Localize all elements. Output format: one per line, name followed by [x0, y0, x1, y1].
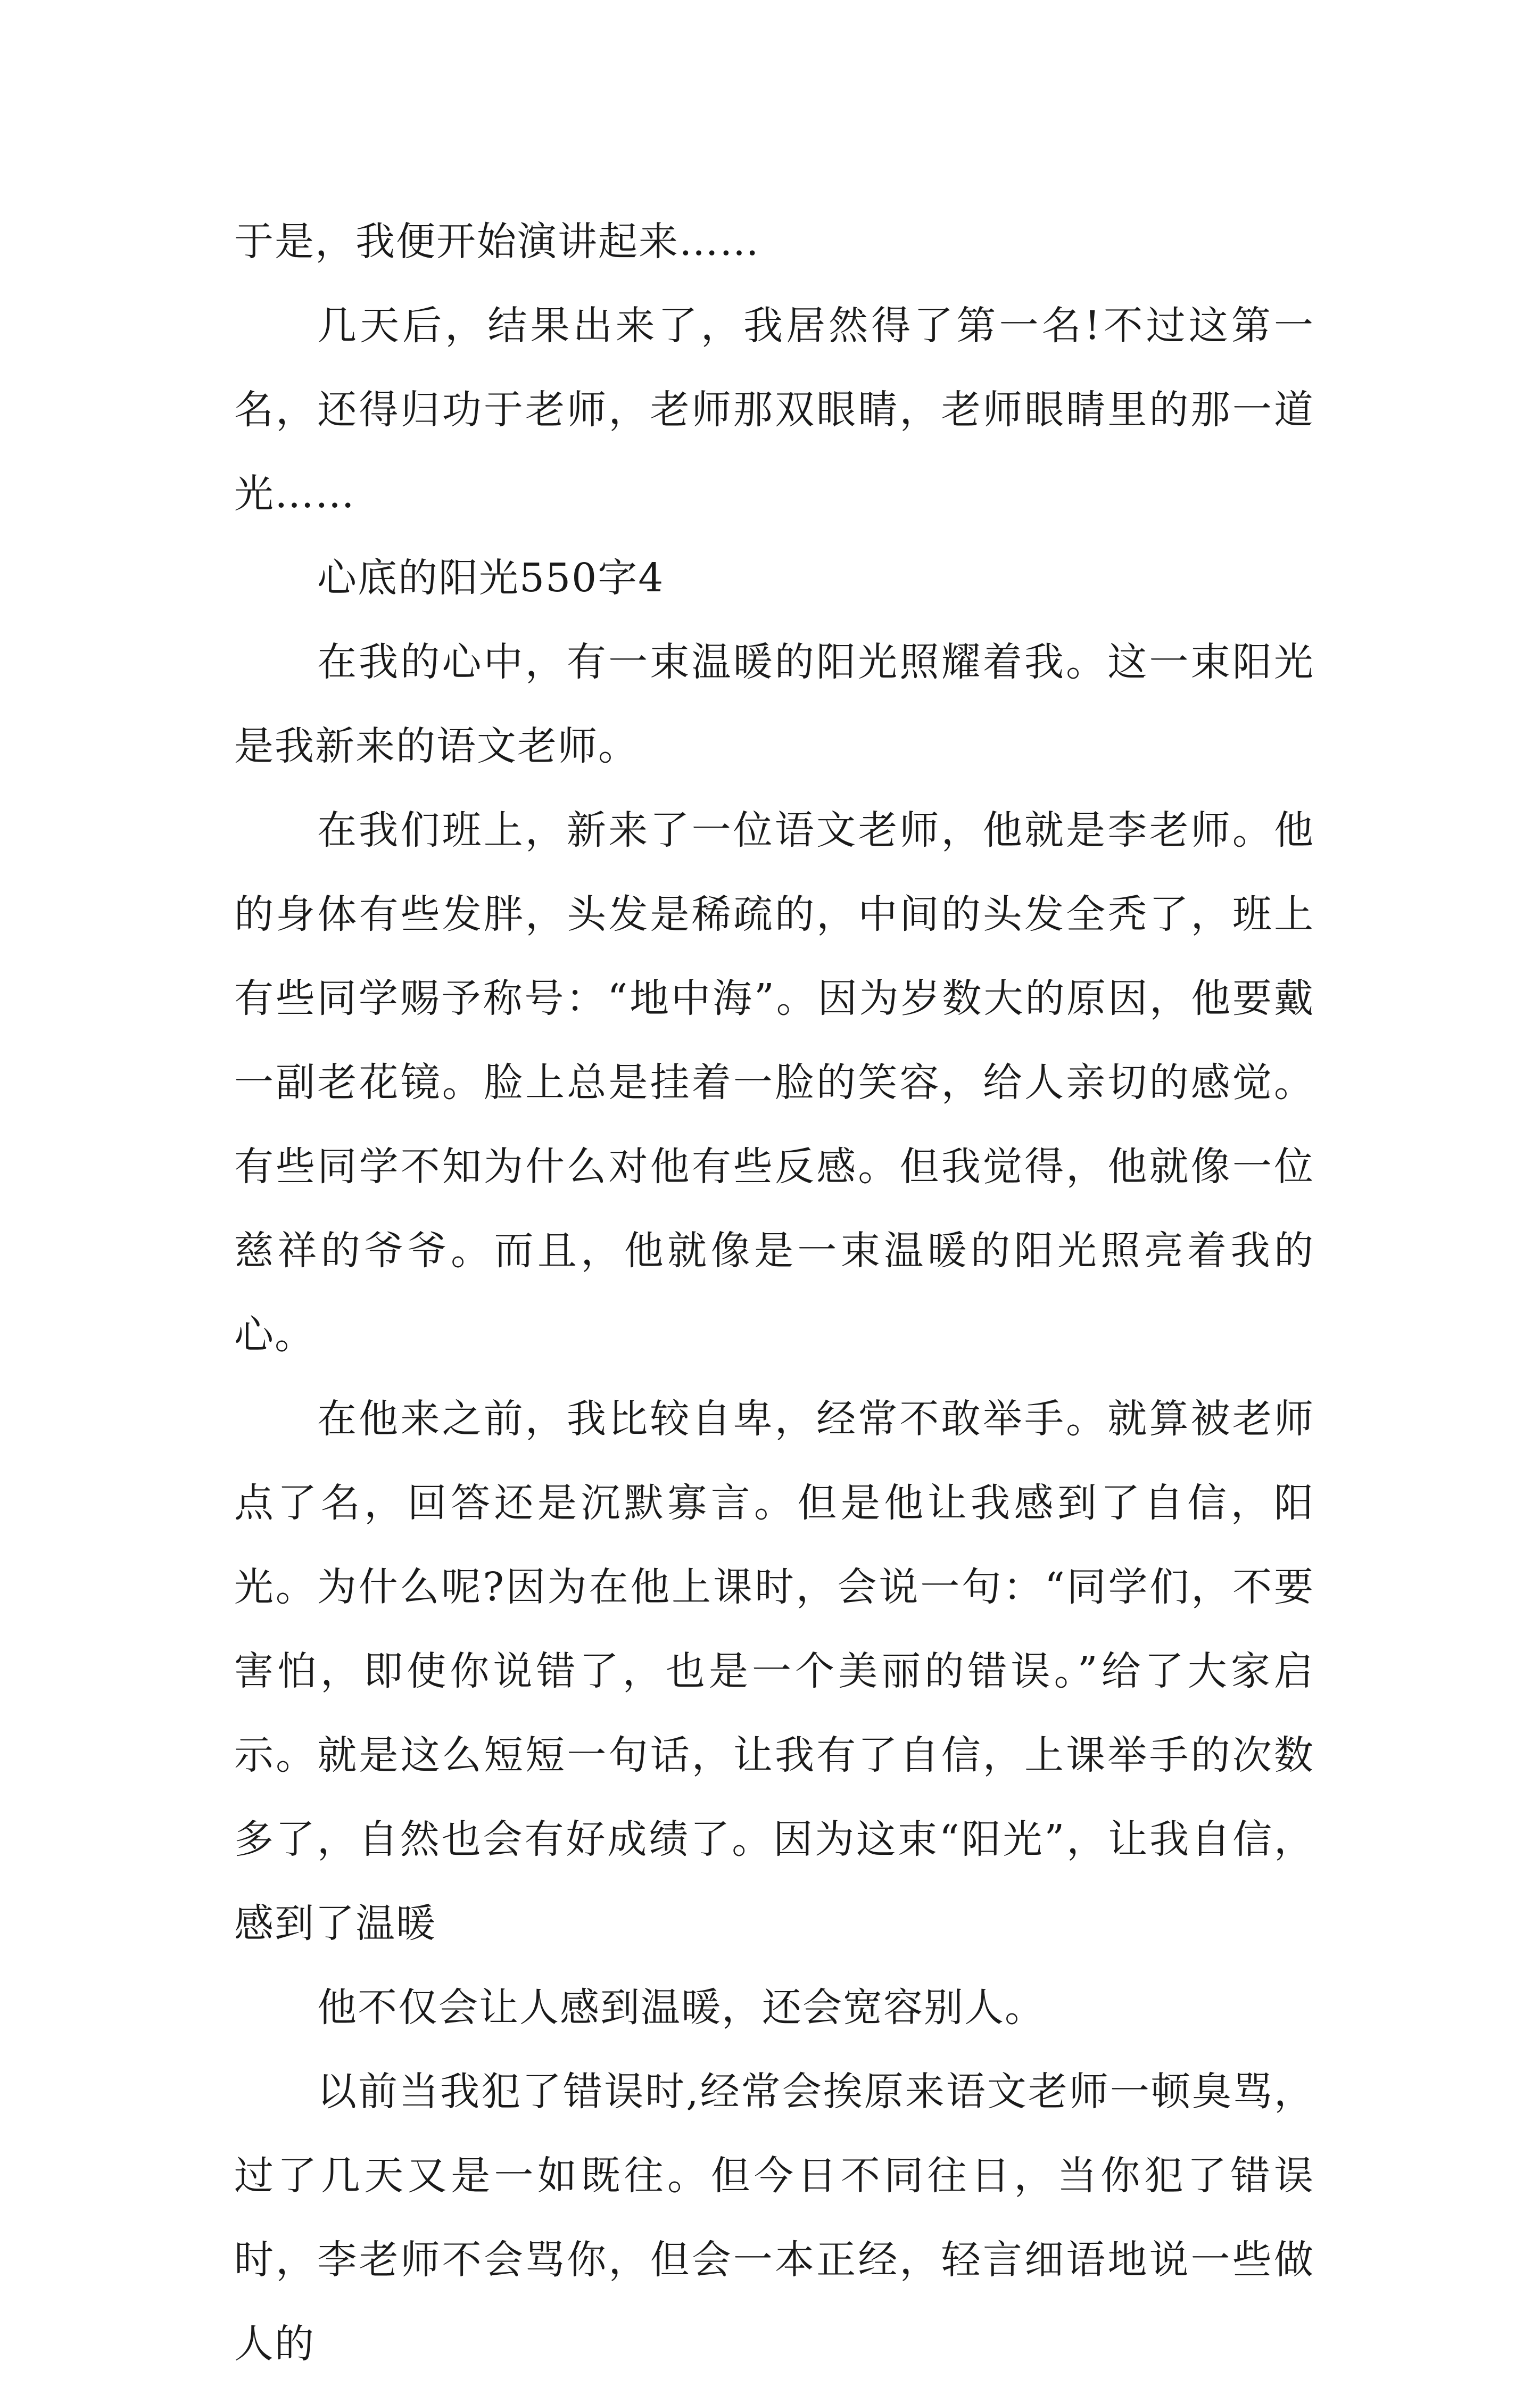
paragraph: 以前当我犯了错误时,经常会挨原来语文老师一顿臭骂，过了几天又是一如既往。但今日不同往日，当你犯了错误时，李老师不会骂你，但会一本正经，轻言细语地说一些做人的	[234, 2069, 1314, 2367]
paragraph: 在我的心中，有一束温暖的阳光照耀着我。这一束阳光是我新来的语文老师。	[234, 639, 1314, 769]
body-text	[234, 200, 1314, 2386]
paragraph: 在我们班上，新来了一位语文老师，他就是李老师。他的身体有些发胖，头发是稀疏的，中间的头发全秃了，班上有些同学赐予称号：“地中海”。因为岁数大的原因，他要戴一副老花镜。脸上总是挂着一脸的笑容，给人亲切的感觉。有些同学不知为什么对他有些反感。但我觉得，他就像一位慈祥的爷爷。而且，他就像是一束温暖的阳光照亮着我的心。	[234, 807, 1314, 1358]
paragraph: 几天后，结果出来了，我居然得了第一名!不过这第一名，还得归功于老师，老师那双眼睛，老师眼睛里的那一道光……	[234, 303, 1314, 517]
section-heading: 心底的阳光550字4	[317, 555, 665, 601]
paragraph: 他不仅会让人感到温暖，还会宽容别人。	[317, 1985, 1045, 2030]
paragraph: 于是，我便开始演讲起来……	[234, 219, 760, 265]
paragraph: 在他来之前，我比较自卑，经常不敢举手。就算被老师点了名，回答还是沉默寡言。但是他让我感到了自信，阳光。为什么呢?因为在他上课时，会说一句：“同学们，不要害怕，即使你说错了，也是一个美丽的错误。”给了大家启示。就是这么短短一句话，让我有了自信，上课举手的次数多了，自然也会有好成绩了。因为这束“阳光”，让我自信，感到了温暖	[234, 1396, 1314, 1946]
